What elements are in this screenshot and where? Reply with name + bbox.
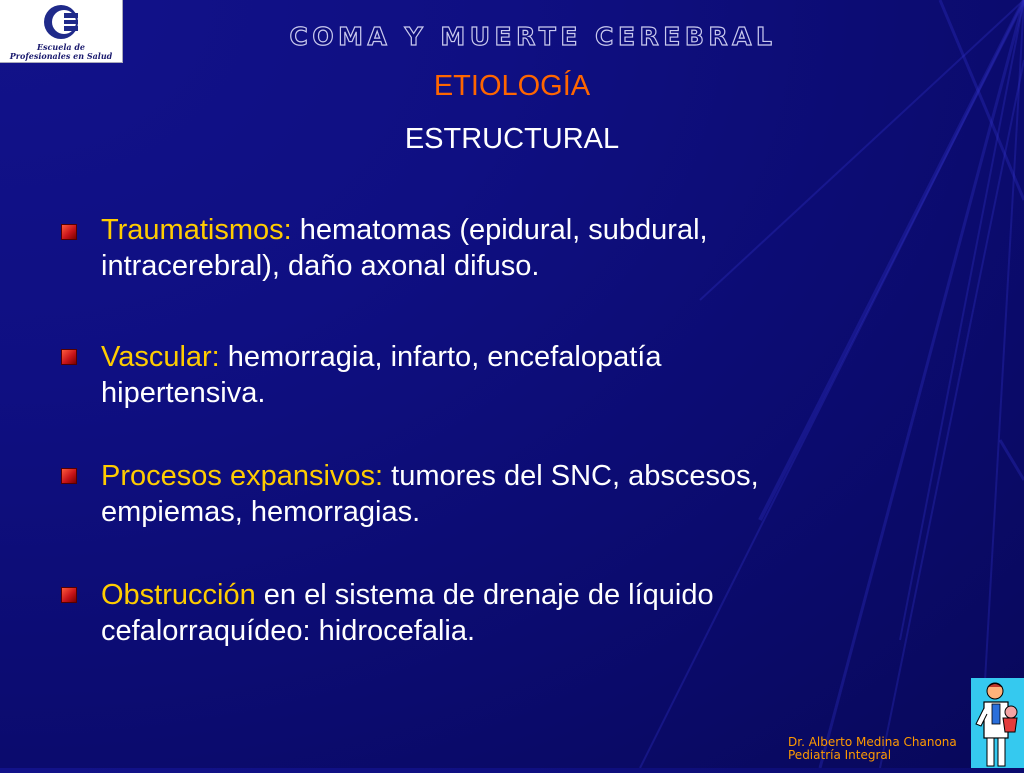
bullet-item (101, 339, 891, 411)
bullet-text-continued: cefalorraquídeo: hidrocefalia. (101, 615, 476, 647)
bullet-text: tumores del SNC, abscesos, (383, 460, 759, 492)
bullet-key: Procesos expansivos: (101, 460, 384, 492)
bullet-square-icon (61, 349, 77, 365)
bullet-text: hemorragia, infarto, encefalopatía (219, 341, 662, 373)
bullet-text: hematomas (epidural, subdural, (291, 214, 708, 246)
bullet-item (101, 458, 891, 530)
bullet-key: Obstrucción (101, 579, 256, 611)
bullet-item (101, 577, 891, 649)
author-name: Dr. Alberto Medina Chanona (788, 735, 957, 749)
doctor-figure (971, 678, 1024, 768)
bullet-square-icon (61, 587, 77, 603)
author-role: Pediatría Integral (788, 748, 892, 762)
bullet-text-continued: empiemas, hemorragias. (101, 496, 421, 528)
bullet-text: en el sistema de drenaje de líquido (255, 579, 714, 611)
bullet-text-continued: hipertensiva. (101, 377, 266, 409)
doctor-with-baby-icon (971, 678, 1024, 768)
section-title: ETIOLOGÍA (433, 70, 591, 102)
logo-text-line2: Profesionales en Salud (9, 51, 113, 61)
slide-title: COMA Y MUERTE CEREBRAL (289, 22, 777, 51)
bullet-key: Traumatismos: (101, 214, 292, 246)
bullet-key: Vascular: (101, 341, 220, 373)
logo-text-line1: Escuela de (36, 42, 86, 52)
bullet-square-icon (61, 224, 77, 240)
author-credit (788, 736, 957, 762)
bullet-item (101, 212, 891, 284)
bullet-square-icon (61, 468, 77, 484)
section-subtitle: ESTRUCTURAL (404, 123, 620, 155)
bullet-text-continued: intracerebral), daño axonal difuso. (101, 250, 540, 282)
